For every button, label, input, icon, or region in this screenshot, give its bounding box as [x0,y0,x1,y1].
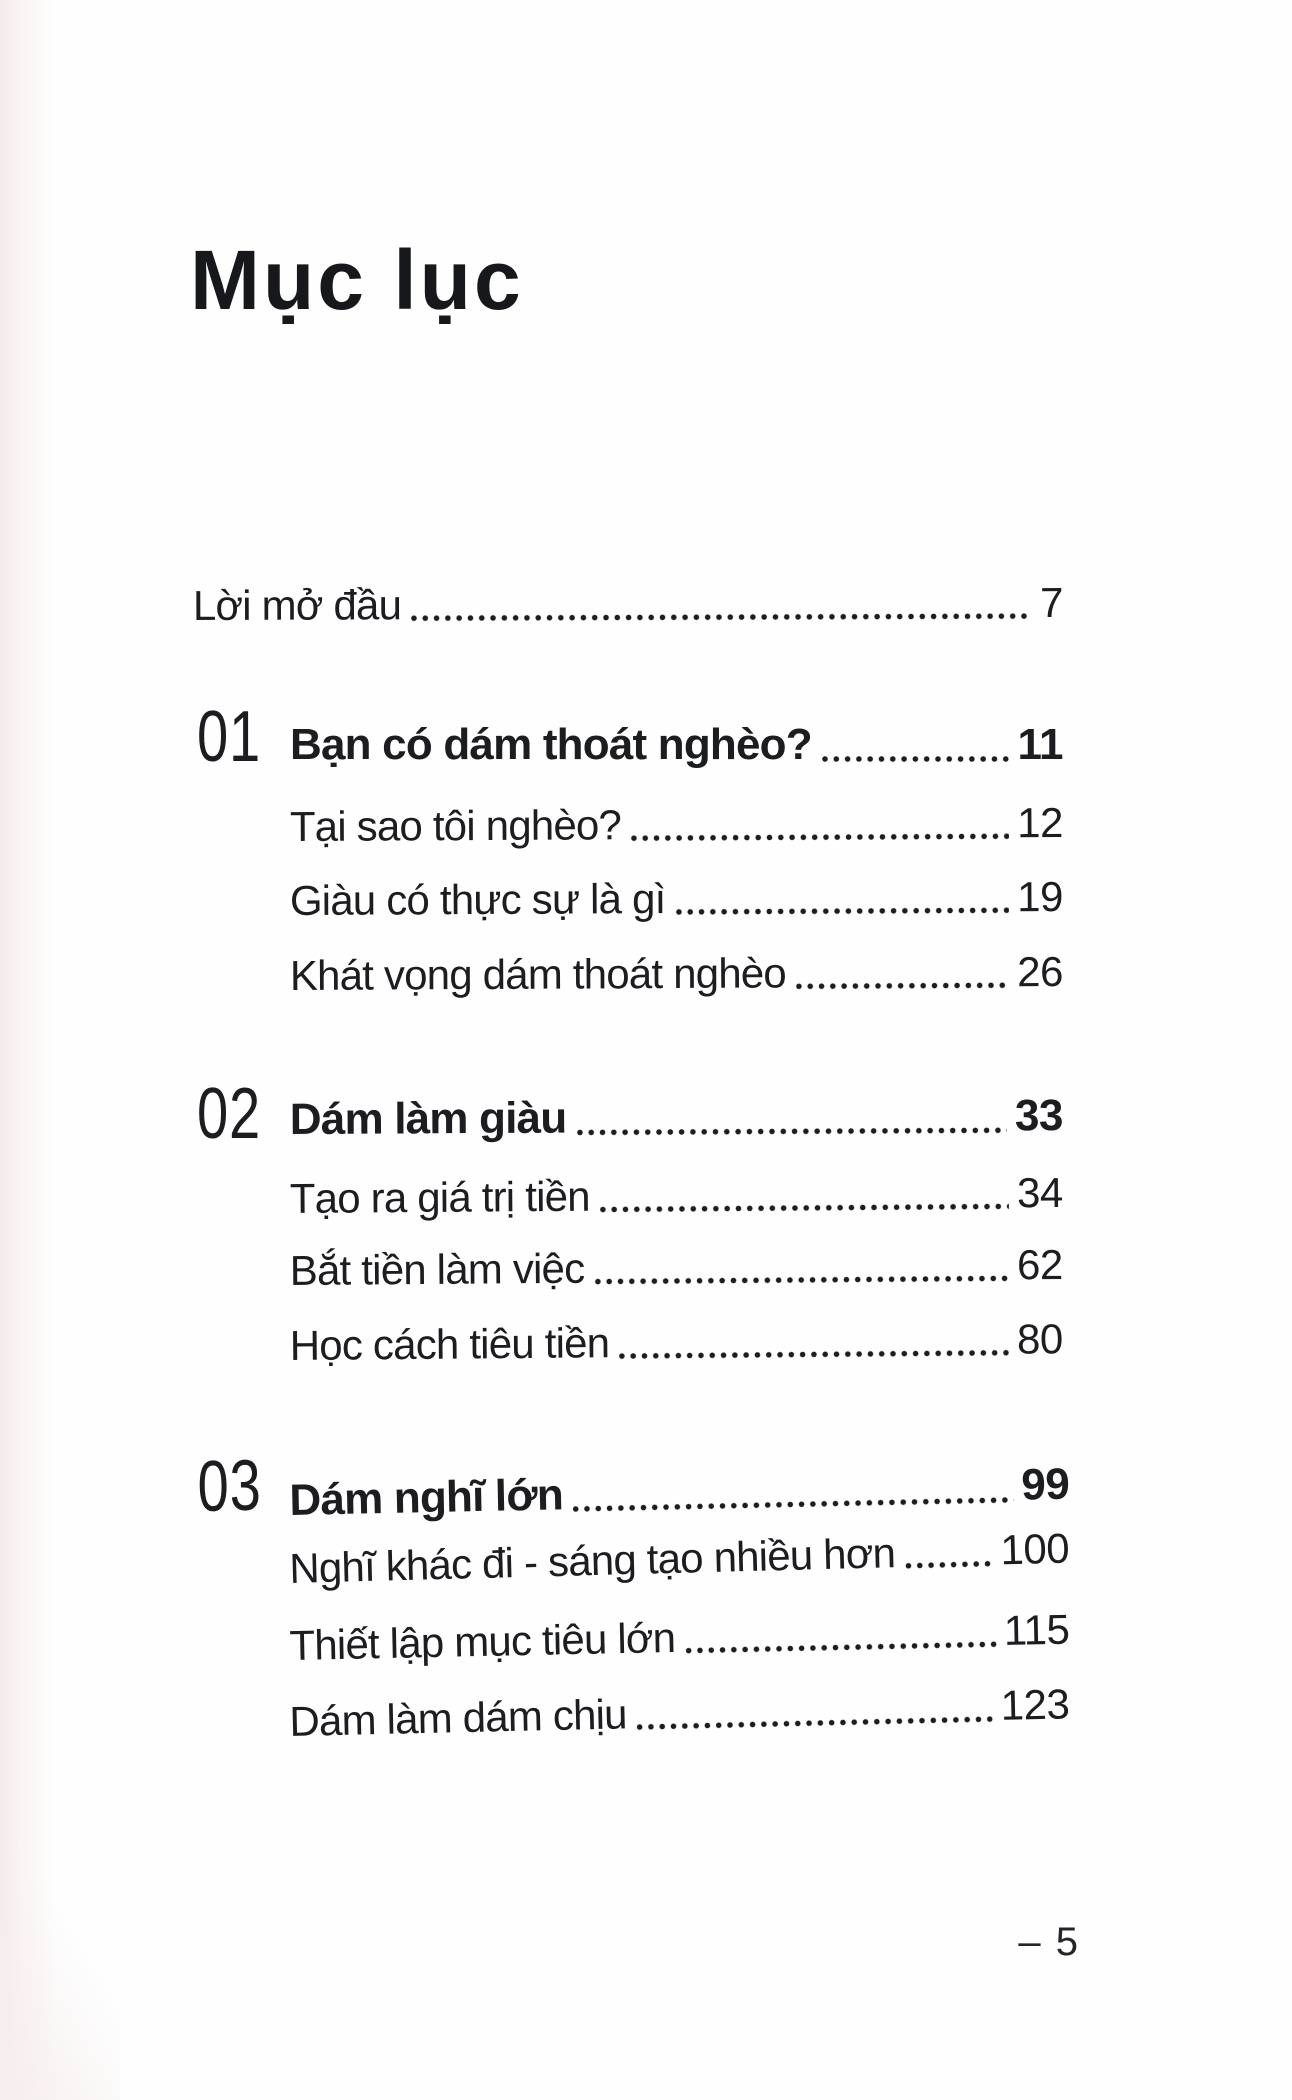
chapter-title: Dám làm giàu [289,1093,567,1144]
dot-leader [905,1561,993,1569]
toc-entry-label: Học cách tiêu tiền [289,1319,610,1370]
toc-page-number: 7 [1039,578,1063,627]
toc-entry [290,872,1063,926]
toc-entry [290,798,1063,852]
dot-leader [411,613,1032,621]
dot-leader [594,1275,1009,1284]
dot-leader [796,982,1009,989]
toc-page-number: 26 [1017,947,1063,996]
dot-leader [822,756,1010,762]
chapter-title: Dám nghĩ lớn [288,1470,564,1526]
toc-entry-label: Khát vọng dám thoát nghèo [289,949,787,999]
dot-leader [631,833,1009,841]
toc-entry-label: Lời mở đầu [192,581,402,629]
toc-page-number: 99 [1020,1459,1070,1510]
toc-entry-label: Nghĩ khác đi - sáng tạo nhiều hơn [288,1529,896,1593]
toc-entry-label: Dám làm dám chịu [288,1690,628,1746]
page-title: Mục lục [190,233,524,327]
dot-leader [676,907,1010,915]
dot-leader [600,1203,1009,1212]
toc-entry-label: Thiết lập mục tiêu lớn [288,1613,676,1670]
toc-entry-chapter [290,719,1063,771]
scan-edge-shading [0,0,70,2100]
toc-page-number: 19 [1017,872,1063,921]
toc-page-number: 80 [1016,1315,1063,1363]
toc-page-number: 12 [1017,798,1063,847]
toc-page-number: 123 [1000,1680,1070,1729]
toc-entry-chapter [290,1090,1063,1146]
footer-page-number: – 5 [1018,1920,1080,1964]
dot-leader [637,1716,993,1730]
toc-page-number: 100 [999,1524,1070,1574]
dot-leader [573,1497,1014,1512]
chapter-number: 01 [197,697,262,777]
toc-page-number: 11 [1017,720,1063,769]
chapter-number: 02 [197,1074,262,1154]
dot-leader [685,1641,996,1654]
toc-entry [290,1240,1063,1296]
toc-entry-preface [193,578,1063,631]
toc-entry [289,1679,1070,1747]
dot-leader [576,1127,1007,1135]
toc-page-number: 34 [1016,1168,1063,1217]
scan-edge-shading-bottom [0,1800,120,2100]
toc-entry-label: Bắt tiền làm việc [289,1244,585,1295]
toc-page-number: 33 [1014,1090,1063,1141]
toc-entry [290,947,1063,1001]
toc-page-number: 62 [1016,1240,1063,1289]
chapter-title: Bạn có dám thoát nghèo? [290,720,812,769]
dot-leader [619,1350,1009,1359]
toc-entry [290,1168,1063,1224]
toc-entry-label: Tạo ra giá trị tiền [289,1172,590,1223]
toc-entry [289,1524,1070,1594]
chapter-number: 03 [196,1445,263,1527]
toc-page-number: 115 [1003,1605,1070,1655]
toc-entry-label: Giàu có thực sự là gì [289,875,666,924]
toc-entry [290,1314,1063,1371]
toc-entry-label: Tại sao tôi nghèo? [289,801,622,850]
toc-entry [289,1605,1070,1671]
toc-entry-chapter [289,1459,1070,1527]
